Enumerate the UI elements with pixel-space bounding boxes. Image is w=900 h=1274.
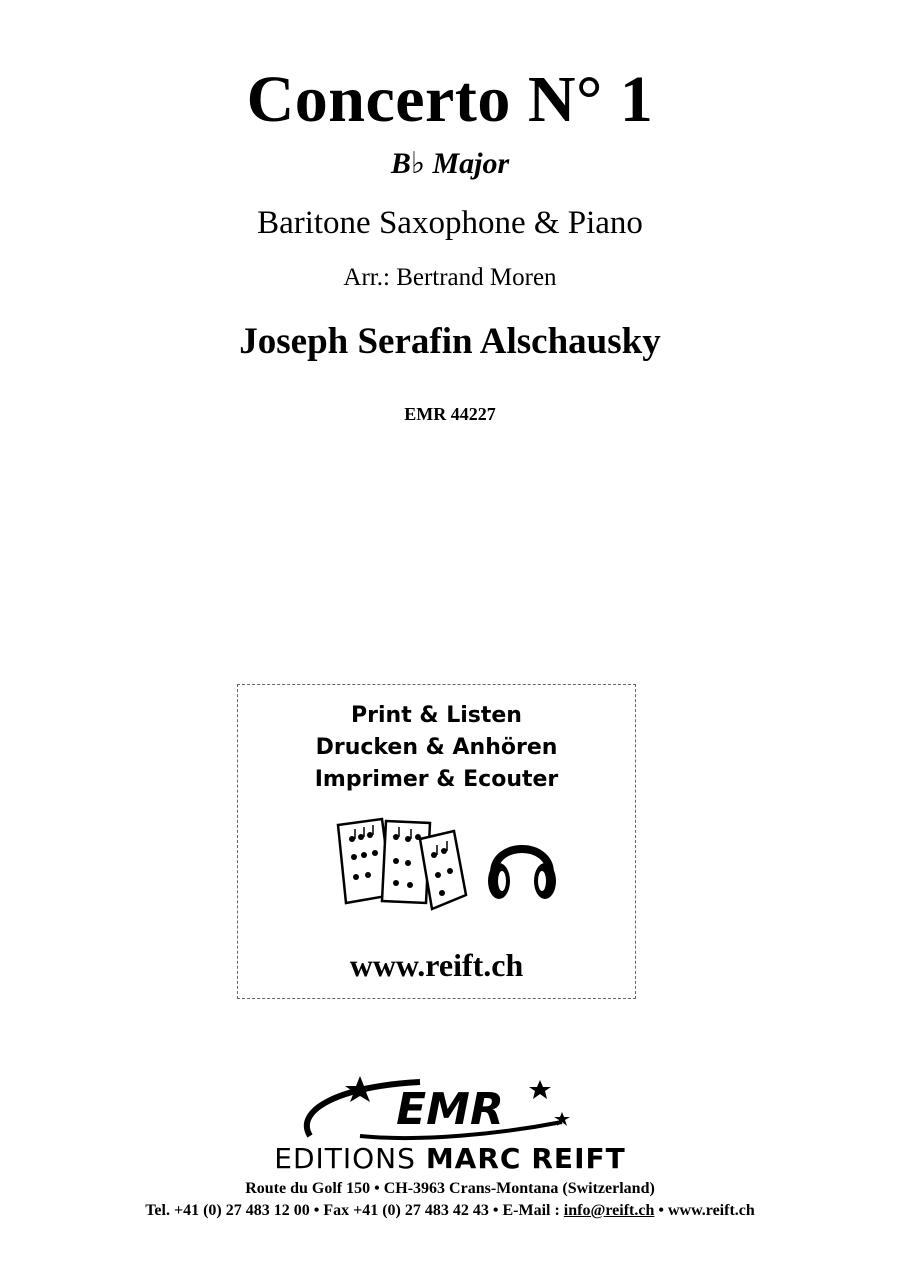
publisher-name-part3: REIFT [531, 1142, 626, 1175]
piece-key: B♭ Major [390, 147, 510, 180]
promo-url[interactable]: www.reift.ch [349, 947, 524, 983]
promo-line-german: Drucken & Anhören [315, 735, 558, 760]
contact-suffix[interactable]: • www.reift.ch [654, 1202, 755, 1219]
piece-title: Concerto N° 1 [246, 63, 654, 136]
promo-line-french: Imprimer & Ecouter [314, 767, 559, 792]
publisher-contact [0, 1202, 900, 1220]
email-link[interactable]: info@reift.ch [563, 1202, 655, 1219]
publisher-name-part1: EDITIONS [274, 1142, 416, 1175]
publisher-name [0, 1142, 900, 1175]
promo-line-english: Print & Listen [351, 703, 522, 728]
sheet-music-icon [334, 817, 469, 912]
instrumentation: Baritone Saxophone & Piano [257, 205, 643, 241]
publisher-address: Route du Golf 150 • CH-3963 Crans-Montana (Switzerland) [245, 1180, 655, 1197]
publisher-name-part2: MARC [425, 1142, 522, 1175]
arranger: Arr.: Bertrand Moren [343, 264, 557, 291]
contact-prefix: Tel. +41 (0) 27 483 12 00 • Fax +41 (0) 27 483 42 43 • E-Mail : [145, 1202, 564, 1219]
emr-logo-text: EMR [396, 1084, 504, 1135]
emr-logo [300, 1074, 580, 1144]
catalog-code: EMR 44227 [404, 404, 496, 424]
headphones-icon [484, 829, 560, 903]
composer: Joseph Serafin Alschausky [239, 321, 661, 362]
print-listen-box [237, 684, 636, 999]
